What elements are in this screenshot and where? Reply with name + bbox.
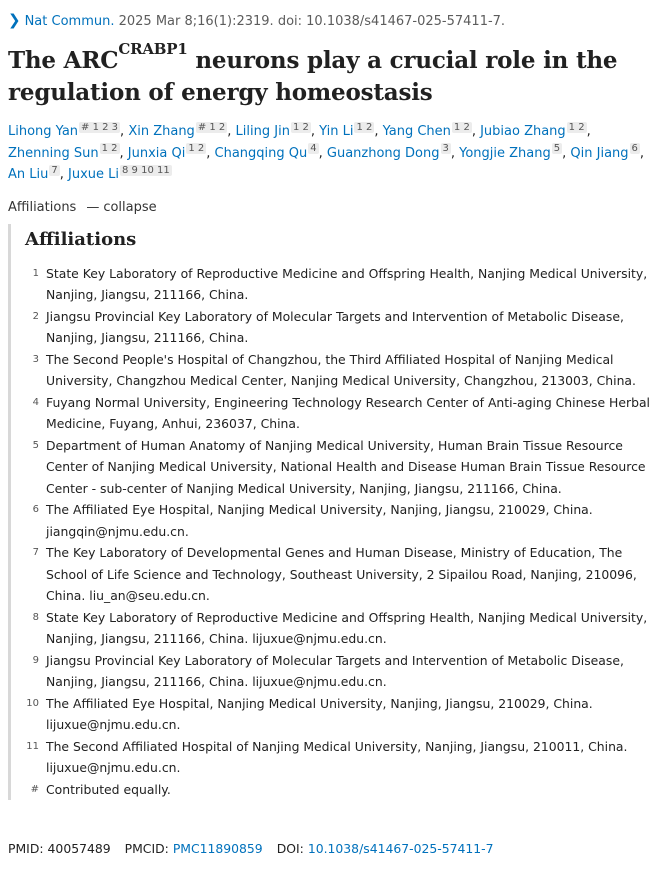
affiliation-text: Jiangsu Provincial Key Laboratory of Molecular Targets and Intervention of Metabolic Disease, Nanjing, Jiangsu, 211166, China. (46, 308, 624, 345)
author-affiliation-refs[interactable]: 6 (631, 143, 638, 155)
affiliation-text: State Key Laboratory of Reproductive Medicine and Offspring Health, Nanjing Medical University, Nanjing, Jiangsu, 211166, China. (46, 265, 648, 302)
affiliation-text: The Second Affiliated Hospital of Nanjing Medical University, Nanjing, Jiangsu, 210011, China. lijuxue@njmu.edu.cn. (46, 738, 628, 775)
affiliation-text: Contributed equally. (46, 781, 171, 797)
title-post: neurons play a crucial role in the regulation of energy homeostasis (8, 47, 618, 106)
pmcid-group (125, 841, 263, 856)
affiliation-number: 5 (32, 439, 39, 451)
affiliation-number: 3 (32, 353, 39, 365)
toggle-dash: — (86, 199, 100, 215)
author-link[interactable]: Changqing Qu (214, 145, 308, 161)
author-affiliation-refs[interactable]: 1 2 (356, 121, 373, 133)
article-title (8, 40, 661, 109)
affiliation-number: 7 (32, 547, 39, 558)
pmid-group (8, 841, 111, 856)
pmcid-label: PMCID: (124, 841, 169, 856)
title-superscript: CRABP1 (118, 40, 188, 58)
author-link[interactable]: Guanzhong Dong (326, 145, 440, 161)
author-affiliation-refs[interactable]: 1 2 (568, 121, 585, 133)
title-pre: The ARC (8, 47, 119, 74)
author-link[interactable]: Jubiao Zhang (480, 124, 566, 139)
author-link[interactable]: Junxia Qi (127, 145, 186, 161)
article-header (0, 9, 669, 800)
author-link[interactable]: Qin Jiang (570, 145, 629, 161)
author-affiliation-refs[interactable]: 4 (310, 143, 317, 155)
article-identifiers (8, 839, 507, 859)
doi-link[interactable]: 10.1038/s41467-025-57411-7 (307, 841, 494, 856)
affiliation-text: The Second People's Hospital of Changzhou, the Third Affiliated Hospital of Nanjing Medical University, Changzhou Medical Center, Nanjing Medical University, Changzhou, 213003, China. (46, 351, 636, 388)
author-affiliation-refs[interactable]: 7 (51, 164, 58, 176)
affiliation-text: Fuyang Normal University, Engineering Technology Research Center of Anti-aging Chinese Herbal Medicine, Fuyang, Anhui, 236037, China. (46, 394, 650, 431)
affiliation-item (25, 693, 661, 736)
affiliation-text: State Key Laboratory of Reproductive Medicine and Offspring Health, Nanjing Medical University, Nanjing, Jiangsu, 211166, China. lijuxue@njmu.edu.cn. (46, 609, 648, 646)
affiliation-item (25, 349, 661, 392)
author-link[interactable]: Zhenning Sun (8, 145, 99, 161)
citation-line (8, 9, 661, 31)
author-affiliation-refs[interactable]: 1 2 (188, 143, 205, 155)
affiliation-text: The Affiliated Eye Hospital, Nanjing Medical University, Nanjing, Jiangsu, 210029, China. lijuxue@njmu.edu.cn. (46, 695, 593, 732)
author-link[interactable]: Yongjie Zhang (459, 145, 551, 161)
affiliation-number: 11 (26, 740, 39, 752)
affiliation-number: 8 (32, 611, 39, 623)
affiliation-number: 10 (26, 697, 39, 709)
affiliation-item (25, 542, 661, 607)
author-link[interactable]: Lihong Yan (8, 124, 79, 139)
affiliation-item (25, 263, 661, 306)
affiliations-toggle-label[interactable]: Affiliations (8, 199, 77, 215)
affiliation-number: 6 (32, 504, 39, 515)
affiliation-text: Jiangsu Provincial Key Laboratory of Molecular Targets and Intervention of Metabolic Disease, Nanjing, Jiangsu, 211166, China. lijuxue@njmu.edu.cn. (46, 652, 624, 689)
affiliation-item (25, 650, 661, 693)
author-link[interactable]: Juxue Li (68, 167, 119, 182)
chevron-right-icon[interactable]: ❯ (8, 11, 21, 29)
pmid-label: PMID: (8, 841, 44, 856)
doi-group (277, 841, 494, 856)
affiliation-number: # (30, 783, 39, 795)
affiliations-panel (8, 224, 661, 801)
pmid-value: 40057489 (47, 841, 111, 856)
author-affiliation-refs[interactable]: # 1 2 3 (81, 121, 119, 133)
author-link[interactable]: Xin Zhang (128, 124, 195, 139)
affiliation-text: Department of Human Anatomy of Nanjing Medical University, Human Brain Tissue Resource Center of Nanjing Medical University, National Health and Disease Human Brain Tissue Resource Center - sub-center of Nanjing Medical University, Nanjing, Jiangsu, 211166, China. (46, 437, 646, 496)
citation-details: 2025 Mar 8;16(1):2319. doi: 10.1038/s41467-025-57411-7. (114, 14, 506, 29)
affiliation-item (25, 736, 661, 779)
author-affiliation-refs[interactable]: 1 2 (292, 121, 309, 133)
affiliation-text: The Key Laboratory of Developmental Genes and Human Disease, Ministry of Education, The School of Life Science and Technology, Southeast University, 2 Sipailou Road, Nanjing, 210096, China. liu_an@seu.edu.cn. (46, 545, 637, 603)
doi-label: DOI: (276, 841, 304, 856)
author-link[interactable]: Yang Chen (382, 124, 451, 139)
author-link[interactable]: Yin Li (319, 124, 354, 139)
affiliation-item (25, 306, 661, 349)
author-affiliation-refs[interactable]: 3 (442, 143, 449, 155)
affiliation-number: 9 (32, 654, 39, 666)
affiliation-number: 4 (32, 396, 39, 408)
affiliation-item (25, 435, 661, 500)
affiliation-number: 1 (32, 267, 39, 279)
affiliations-list (25, 263, 661, 801)
affiliation-item (25, 499, 661, 542)
pmcid-link[interactable]: PMC11890859 (172, 841, 263, 856)
author-link[interactable]: An Liu (8, 167, 49, 182)
affiliation-text: The Affiliated Eye Hospital, Nanjing Medical University, Nanjing, Jiangsu, 210029, China. jiangqin@njmu.edu.cn. (46, 502, 593, 539)
author-affiliation-refs[interactable]: 5 (553, 143, 561, 155)
affiliations-heading: Affiliations (25, 228, 137, 250)
affiliation-number: 2 (32, 310, 39, 322)
journal-link[interactable]: Nat Commun. (24, 14, 115, 29)
author-link[interactable]: Liling Jin (235, 124, 290, 139)
affiliation-item (25, 392, 661, 435)
affiliation-item (25, 607, 661, 650)
affiliation-item (25, 779, 661, 801)
author-affiliation-refs[interactable]: 8 9 10 11 (122, 164, 170, 176)
author-affiliation-refs[interactable]: # 1 2 (197, 121, 226, 133)
collapse-link[interactable]: collapse (103, 199, 157, 215)
affiliations-toggle[interactable] (8, 198, 661, 218)
author-list: Lihong Yan $^{\# 1 2 3}$ , Xin Zhang $^{\# 1 2}$ , Liling Jin $^{1 2}$ , Yin Li $^{1 2}$ , Yang Chen $^{1 2}$ , Jubiao Zhang $^{1 2}$ , Zhenning Sun $^{1 2}$ , Junxia Qi $^{1 2}$ , Changqing Qu $^4$ , Guanzhong Dong $^3$ , Yongjie Zhang $^5$ , Qin Jiang $^6$ , An Liu $^7$ , Juxue Li $^{8 9 10 11}$ (8, 121, 645, 182)
author-affiliation-refs[interactable]: 1 2 (453, 121, 470, 133)
author-affiliation-refs[interactable]: 1 2 (101, 143, 118, 155)
